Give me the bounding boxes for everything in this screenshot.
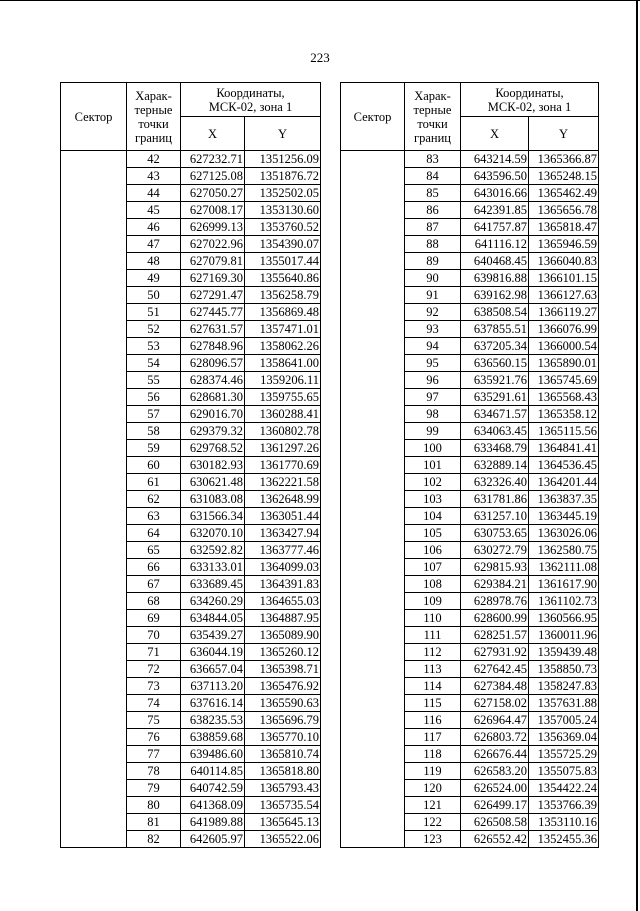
page-top-edge — [0, 0, 640, 1]
y-coordinate-cell: 1358062.26 — [245, 338, 321, 355]
x-coordinate-cell: 627079.81 — [181, 253, 245, 270]
x-coordinate-cell: 628374.46 — [181, 372, 245, 389]
point-number-cell: 89 — [405, 253, 461, 270]
point-number-cell: 52 — [127, 321, 181, 338]
x-coordinate-cell: 636044.19 — [181, 644, 245, 661]
x-coordinate-cell: 627642.45 — [461, 661, 529, 678]
point-number-cell: 54 — [127, 355, 181, 372]
point-number-cell: 100 — [405, 440, 461, 457]
y-coordinate-cell: 1365810.74 — [245, 746, 321, 763]
y-coordinate-cell: 1365248.15 — [529, 168, 599, 185]
y-coordinate-cell: 1365462.49 — [529, 185, 599, 202]
point-number-cell: 44 — [127, 185, 181, 202]
y-coordinate-cell: 1365645.13 — [245, 814, 321, 831]
point-number-cell: 84 — [405, 168, 461, 185]
point-number-cell: 79 — [127, 780, 181, 797]
y-coordinate-cell: 1365089.90 — [245, 627, 321, 644]
x-coordinate-cell: 641757.87 — [461, 219, 529, 236]
y-coordinate-cell: 1366040.83 — [529, 253, 599, 270]
point-number-cell: 106 — [405, 542, 461, 559]
x-coordinate-cell: 637855.51 — [461, 321, 529, 338]
y-coordinate-cell: 1359755.65 — [245, 389, 321, 406]
point-number-cell: 90 — [405, 270, 461, 287]
point-number-cell: 62 — [127, 491, 181, 508]
point-number-cell: 102 — [405, 474, 461, 491]
y-coordinate-cell: 1353130.60 — [245, 202, 321, 219]
x-coordinate-cell: 635921.76 — [461, 372, 529, 389]
x-coordinate-cell: 628251.57 — [461, 627, 529, 644]
x-coordinate-cell: 643596.50 — [461, 168, 529, 185]
point-number-cell: 49 — [127, 270, 181, 287]
x-coordinate-cell: 630753.65 — [461, 525, 529, 542]
x-coordinate-cell: 630272.79 — [461, 542, 529, 559]
point-number-cell: 66 — [127, 559, 181, 576]
point-number-cell: 63 — [127, 508, 181, 525]
sector-cell — [61, 151, 127, 848]
point-number-cell: 72 — [127, 661, 181, 678]
point-number-cell: 105 — [405, 525, 461, 542]
point-number-cell: 94 — [405, 338, 461, 355]
y-coordinate-cell: 1358641.00 — [245, 355, 321, 372]
point-number-cell: 96 — [405, 372, 461, 389]
x-coordinate-cell: 639162.98 — [461, 287, 529, 304]
y-coordinate-cell: 1356369.04 — [529, 729, 599, 746]
point-number-cell: 97 — [405, 389, 461, 406]
y-coordinate-cell: 1360802.78 — [245, 423, 321, 440]
point-number-cell: 55 — [127, 372, 181, 389]
x-coordinate-cell: 641116.12 — [461, 236, 529, 253]
x-coordinate-cell: 640742.59 — [181, 780, 245, 797]
x-coordinate-cell: 626999.13 — [181, 219, 245, 236]
point-number-cell: 99 — [405, 423, 461, 440]
y-coordinate-cell: 1366127.63 — [529, 287, 599, 304]
x-coordinate-cell: 636657.04 — [181, 661, 245, 678]
y-coordinate-cell: 1362580.75 — [529, 542, 599, 559]
point-number-cell: 87 — [405, 219, 461, 236]
x-coordinate-cell: 640114.85 — [181, 763, 245, 780]
x-coordinate-cell: 631781.86 — [461, 491, 529, 508]
page-right-edge — [636, 0, 638, 911]
y-coordinate-cell: 1360011.96 — [529, 627, 599, 644]
point-number-cell: 78 — [127, 763, 181, 780]
point-number-cell: 86 — [405, 202, 461, 219]
x-coordinate-cell: 626676.44 — [461, 746, 529, 763]
x-coordinate-cell: 633468.79 — [461, 440, 529, 457]
y-coordinate-cell: 1365358.12 — [529, 406, 599, 423]
header-point: Харак- терные точки границ — [405, 83, 461, 151]
x-coordinate-cell: 631566.34 — [181, 508, 245, 525]
point-number-cell: 111 — [405, 627, 461, 644]
x-coordinate-cell: 638859.68 — [181, 729, 245, 746]
point-number-cell: 71 — [127, 644, 181, 661]
y-coordinate-cell: 1353766.39 — [529, 797, 599, 814]
x-coordinate-cell: 634063.45 — [461, 423, 529, 440]
y-coordinate-cell: 1358850.73 — [529, 661, 599, 678]
point-number-cell: 85 — [405, 185, 461, 202]
y-coordinate-cell: 1357471.01 — [245, 321, 321, 338]
page-number: 223 — [310, 50, 330, 65]
point-number-cell: 61 — [127, 474, 181, 491]
y-coordinate-cell: 1352502.05 — [245, 185, 321, 202]
point-number-cell: 108 — [405, 576, 461, 593]
point-number-cell: 103 — [405, 491, 461, 508]
point-number-cell: 95 — [405, 355, 461, 372]
x-coordinate-cell: 632070.10 — [181, 525, 245, 542]
point-number-cell: 59 — [127, 440, 181, 457]
y-coordinate-cell: 1365522.06 — [245, 831, 321, 848]
point-number-cell: 119 — [405, 763, 461, 780]
point-number-cell: 68 — [127, 593, 181, 610]
y-coordinate-cell: 1364887.95 — [245, 610, 321, 627]
y-coordinate-cell: 1353760.52 — [245, 219, 321, 236]
x-coordinate-cell: 643016.66 — [461, 185, 529, 202]
point-number-cell: 65 — [127, 542, 181, 559]
y-coordinate-cell: 1351876.72 — [245, 168, 321, 185]
point-number-cell: 98 — [405, 406, 461, 423]
point-number-cell: 92 — [405, 304, 461, 321]
y-coordinate-cell: 1363837.35 — [529, 491, 599, 508]
x-coordinate-cell: 626964.47 — [461, 712, 529, 729]
point-number-cell: 93 — [405, 321, 461, 338]
y-coordinate-cell: 1365745.69 — [529, 372, 599, 389]
x-coordinate-cell: 630182.93 — [181, 457, 245, 474]
y-coordinate-cell: 1364391.83 — [245, 576, 321, 593]
x-coordinate-cell: 627125.08 — [181, 168, 245, 185]
point-number-cell: 73 — [127, 678, 181, 695]
y-coordinate-cell: 1366000.54 — [529, 338, 599, 355]
x-coordinate-cell: 643214.59 — [461, 151, 529, 168]
point-number-cell: 47 — [127, 236, 181, 253]
x-coordinate-cell: 635291.61 — [461, 389, 529, 406]
header-coords: Координаты, МСК-02, зона 1 — [461, 83, 599, 117]
y-coordinate-cell: 1354390.07 — [245, 236, 321, 253]
y-coordinate-cell: 1365656.78 — [529, 202, 599, 219]
y-coordinate-cell: 1366101.15 — [529, 270, 599, 287]
x-coordinate-cell: 627848.96 — [181, 338, 245, 355]
x-coordinate-cell: 627384.48 — [461, 678, 529, 695]
point-number-cell: 122 — [405, 814, 461, 831]
x-coordinate-cell: 627050.27 — [181, 185, 245, 202]
y-coordinate-cell: 1353110.16 — [529, 814, 599, 831]
table-body-left — [61, 151, 321, 848]
x-coordinate-cell: 627158.02 — [461, 695, 529, 712]
x-coordinate-cell: 628600.99 — [461, 610, 529, 627]
y-coordinate-cell: 1365735.54 — [245, 797, 321, 814]
point-number-cell: 83 — [405, 151, 461, 168]
header-point: Харак- терные точки границ — [127, 83, 181, 151]
point-number-cell: 67 — [127, 576, 181, 593]
y-coordinate-cell: 1365793.43 — [245, 780, 321, 797]
x-coordinate-cell: 636560.15 — [461, 355, 529, 372]
y-coordinate-cell: 1364536.45 — [529, 457, 599, 474]
point-number-cell: 115 — [405, 695, 461, 712]
x-coordinate-cell: 627022.96 — [181, 236, 245, 253]
y-coordinate-cell: 1365818.80 — [245, 763, 321, 780]
y-coordinate-cell: 1366119.27 — [529, 304, 599, 321]
y-coordinate-cell: 1355640.86 — [245, 270, 321, 287]
point-number-cell: 45 — [127, 202, 181, 219]
x-coordinate-cell: 626524.00 — [461, 780, 529, 797]
y-coordinate-cell: 1357005.24 — [529, 712, 599, 729]
y-coordinate-cell: 1361617.90 — [529, 576, 599, 593]
y-coordinate-cell: 1365946.59 — [529, 236, 599, 253]
y-coordinate-cell: 1364201.44 — [529, 474, 599, 491]
table-row — [61, 151, 321, 168]
y-coordinate-cell: 1358247.83 — [529, 678, 599, 695]
y-coordinate-cell: 1361102.73 — [529, 593, 599, 610]
x-coordinate-cell: 628096.57 — [181, 355, 245, 372]
point-number-cell: 70 — [127, 627, 181, 644]
y-coordinate-cell: 1366076.99 — [529, 321, 599, 338]
x-coordinate-cell: 642605.97 — [181, 831, 245, 848]
y-coordinate-cell: 1365890.01 — [529, 355, 599, 372]
x-coordinate-cell: 633689.45 — [181, 576, 245, 593]
y-coordinate-cell: 1361297.26 — [245, 440, 321, 457]
y-coordinate-cell: 1364099.03 — [245, 559, 321, 576]
x-coordinate-cell: 633133.01 — [181, 559, 245, 576]
y-coordinate-cell: 1352455.36 — [529, 831, 599, 848]
header-sector: Сектор — [341, 83, 405, 151]
x-coordinate-cell: 629768.52 — [181, 440, 245, 457]
header-x: X — [181, 117, 245, 151]
point-number-cell: 50 — [127, 287, 181, 304]
point-number-cell: 112 — [405, 644, 461, 661]
x-coordinate-cell: 627931.92 — [461, 644, 529, 661]
y-coordinate-cell: 1363026.06 — [529, 525, 599, 542]
x-coordinate-cell: 634260.29 — [181, 593, 245, 610]
y-coordinate-cell: 1359206.11 — [245, 372, 321, 389]
x-coordinate-cell: 628681.30 — [181, 389, 245, 406]
point-number-cell: 91 — [405, 287, 461, 304]
point-number-cell: 107 — [405, 559, 461, 576]
table-row — [341, 151, 599, 168]
x-coordinate-cell: 627291.47 — [181, 287, 245, 304]
x-coordinate-cell: 640468.45 — [461, 253, 529, 270]
point-number-cell: 48 — [127, 253, 181, 270]
y-coordinate-cell: 1364655.03 — [245, 593, 321, 610]
table-body-right — [341, 151, 599, 848]
y-coordinate-cell: 1363777.46 — [245, 542, 321, 559]
x-coordinate-cell: 627008.17 — [181, 202, 245, 219]
x-coordinate-cell: 638508.54 — [461, 304, 529, 321]
y-coordinate-cell: 1360566.95 — [529, 610, 599, 627]
point-number-cell: 121 — [405, 797, 461, 814]
y-coordinate-cell: 1360288.41 — [245, 406, 321, 423]
y-coordinate-cell: 1365115.56 — [529, 423, 599, 440]
x-coordinate-cell: 638235.53 — [181, 712, 245, 729]
x-coordinate-cell: 629384.21 — [461, 576, 529, 593]
y-coordinate-cell: 1359439.48 — [529, 644, 599, 661]
y-coordinate-cell: 1363051.44 — [245, 508, 321, 525]
x-coordinate-cell: 631083.08 — [181, 491, 245, 508]
point-number-cell: 57 — [127, 406, 181, 423]
x-coordinate-cell: 632889.14 — [461, 457, 529, 474]
point-number-cell: 101 — [405, 457, 461, 474]
y-coordinate-cell: 1365398.71 — [245, 661, 321, 678]
x-coordinate-cell: 639816.88 — [461, 270, 529, 287]
x-coordinate-cell: 630621.48 — [181, 474, 245, 491]
y-coordinate-cell: 1365476.92 — [245, 678, 321, 695]
x-coordinate-cell: 634844.05 — [181, 610, 245, 627]
x-coordinate-cell: 639486.60 — [181, 746, 245, 763]
x-coordinate-cell: 641989.88 — [181, 814, 245, 831]
point-number-cell: 75 — [127, 712, 181, 729]
y-coordinate-cell: 1357631.88 — [529, 695, 599, 712]
point-number-cell: 123 — [405, 831, 461, 848]
x-coordinate-cell: 632592.82 — [181, 542, 245, 559]
x-coordinate-cell: 637205.34 — [461, 338, 529, 355]
x-coordinate-cell: 627169.30 — [181, 270, 245, 287]
point-number-cell: 113 — [405, 661, 461, 678]
y-coordinate-cell: 1355017.44 — [245, 253, 321, 270]
x-coordinate-cell: 631257.10 — [461, 508, 529, 525]
x-coordinate-cell: 642391.85 — [461, 202, 529, 219]
point-number-cell: 51 — [127, 304, 181, 321]
x-coordinate-cell: 637616.14 — [181, 695, 245, 712]
y-coordinate-cell: 1363427.94 — [245, 525, 321, 542]
y-coordinate-cell: 1365696.79 — [245, 712, 321, 729]
point-number-cell: 46 — [127, 219, 181, 236]
y-coordinate-cell: 1354422.24 — [529, 780, 599, 797]
y-coordinate-cell: 1363445.19 — [529, 508, 599, 525]
y-coordinate-cell: 1365568.43 — [529, 389, 599, 406]
x-coordinate-cell: 627631.57 — [181, 321, 245, 338]
y-coordinate-cell: 1362221.58 — [245, 474, 321, 491]
header-coords: Координаты, МСК-02, зона 1 — [181, 83, 321, 117]
x-coordinate-cell: 635439.27 — [181, 627, 245, 644]
point-number-cell: 81 — [127, 814, 181, 831]
header-sector: Сектор — [61, 83, 127, 151]
point-number-cell: 74 — [127, 695, 181, 712]
y-coordinate-cell: 1365260.12 — [245, 644, 321, 661]
y-coordinate-cell: 1365590.63 — [245, 695, 321, 712]
point-number-cell: 117 — [405, 729, 461, 746]
point-number-cell: 42 — [127, 151, 181, 168]
point-number-cell: 120 — [405, 780, 461, 797]
x-coordinate-cell: 627445.77 — [181, 304, 245, 321]
x-coordinate-cell: 628978.76 — [461, 593, 529, 610]
point-number-cell: 56 — [127, 389, 181, 406]
x-coordinate-cell: 629379.32 — [181, 423, 245, 440]
point-number-cell: 53 — [127, 338, 181, 355]
x-coordinate-cell: 626508.58 — [461, 814, 529, 831]
point-number-cell: 77 — [127, 746, 181, 763]
y-coordinate-cell: 1365366.87 — [529, 151, 599, 168]
point-number-cell: 80 — [127, 797, 181, 814]
coordinates-table-right — [340, 82, 599, 848]
point-number-cell: 64 — [127, 525, 181, 542]
header-y: Y — [245, 117, 321, 151]
point-number-cell: 114 — [405, 678, 461, 695]
y-coordinate-cell: 1351256.09 — [245, 151, 321, 168]
y-coordinate-cell: 1362648.99 — [245, 491, 321, 508]
sector-cell — [341, 151, 405, 848]
x-coordinate-cell: 629016.70 — [181, 406, 245, 423]
point-number-cell: 109 — [405, 593, 461, 610]
y-coordinate-cell: 1356258.79 — [245, 287, 321, 304]
point-number-cell: 69 — [127, 610, 181, 627]
x-coordinate-cell: 629815.93 — [461, 559, 529, 576]
point-number-cell: 104 — [405, 508, 461, 525]
header-y: Y — [529, 117, 599, 151]
x-coordinate-cell: 637113.20 — [181, 678, 245, 695]
x-coordinate-cell: 634671.57 — [461, 406, 529, 423]
x-coordinate-cell: 626803.72 — [461, 729, 529, 746]
point-number-cell: 116 — [405, 712, 461, 729]
point-number-cell: 110 — [405, 610, 461, 627]
point-number-cell: 58 — [127, 423, 181, 440]
point-number-cell: 82 — [127, 831, 181, 848]
header-x: X — [461, 117, 529, 151]
point-number-cell: 88 — [405, 236, 461, 253]
point-number-cell: 118 — [405, 746, 461, 763]
y-coordinate-cell: 1355075.83 — [529, 763, 599, 780]
x-coordinate-cell: 626499.17 — [461, 797, 529, 814]
y-coordinate-cell: 1365818.47 — [529, 219, 599, 236]
x-coordinate-cell: 632326.40 — [461, 474, 529, 491]
y-coordinate-cell: 1362111.08 — [529, 559, 599, 576]
x-coordinate-cell: 626552.42 — [461, 831, 529, 848]
x-coordinate-cell: 626583.20 — [461, 763, 529, 780]
y-coordinate-cell: 1356869.48 — [245, 304, 321, 321]
x-coordinate-cell: 641368.09 — [181, 797, 245, 814]
y-coordinate-cell: 1355725.29 — [529, 746, 599, 763]
point-number-cell: 76 — [127, 729, 181, 746]
point-number-cell: 43 — [127, 168, 181, 185]
y-coordinate-cell: 1364841.41 — [529, 440, 599, 457]
y-coordinate-cell: 1365770.10 — [245, 729, 321, 746]
y-coordinate-cell: 1361770.69 — [245, 457, 321, 474]
x-coordinate-cell: 627232.71 — [181, 151, 245, 168]
coordinates-table-left — [60, 82, 321, 848]
point-number-cell: 60 — [127, 457, 181, 474]
